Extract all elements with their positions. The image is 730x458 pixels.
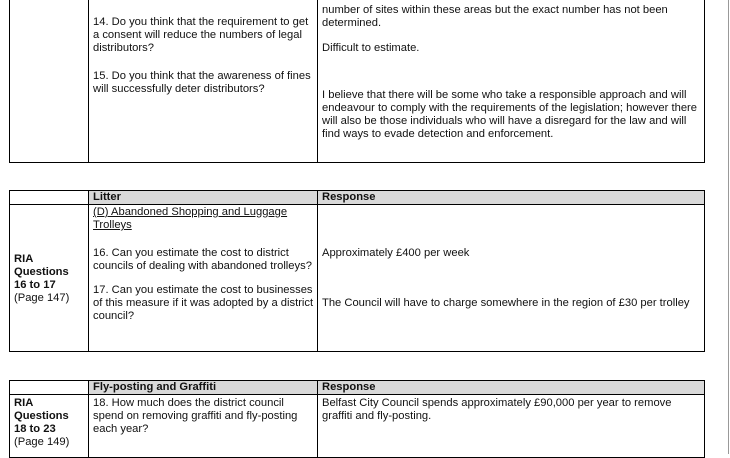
table-row <box>10 0 705 163</box>
section-subheading: (D) Abandoned Shopping and Luggage Trolleys <box>93 206 288 231</box>
ria-label-line3: 18 to 23 <box>14 423 56 435</box>
ria-label-page: (Page 147) <box>14 291 70 304</box>
ria-label-line2: Questions <box>14 265 69 278</box>
response-continuation: number of sites within these areas but the exact number has not been determined. <box>322 4 668 29</box>
ria-label-line2: Questions <box>14 410 69 422</box>
table-row <box>10 395 705 458</box>
ria-label-line3: 16 to 17 <box>14 278 56 291</box>
flyposting-table <box>9 380 705 458</box>
question-cell <box>89 205 318 352</box>
question-cell <box>89 395 318 458</box>
question-16: 16. Can you estimate the cost to district councils of dealing with abandoned trolleys? <box>93 247 312 272</box>
header-response: Response <box>318 381 705 395</box>
response-cell <box>318 0 705 163</box>
table-header-row <box>10 191 705 205</box>
response-18: Belfast City Council spends approximately £90,000 per year to remove graffiti and fly-posting. <box>322 397 672 422</box>
question-15: 15. Do you think that the awareness of fines will successfully deter distributors? <box>93 70 311 95</box>
ria-label-line1: RIA <box>14 252 34 265</box>
header-response: Response <box>318 191 705 205</box>
header-topic: Litter <box>89 191 318 205</box>
litter-table <box>9 190 705 352</box>
ria-label-page: (Page 149) <box>14 436 70 448</box>
ria-label-line1: RIA <box>14 397 34 409</box>
question-17: 17. Can you estimate the cost to businesses of this measure if it was adopted by a district council? <box>93 284 314 322</box>
response-17: The Council will have to charge somewhere in the region of £30 per trolley <box>322 297 690 309</box>
table-header-row <box>10 381 705 395</box>
header-topic: Fly-posting and Graffiti <box>89 381 318 395</box>
header-blank <box>10 191 89 205</box>
question-cell <box>89 0 318 163</box>
top-table <box>9 0 705 163</box>
ria-label <box>10 205 89 352</box>
ria-label <box>10 395 89 458</box>
response-cell <box>318 395 705 458</box>
label-cell <box>10 0 89 163</box>
question-14: 14. Do you think that the requirement to get a consent will reduce the numbers of legal distributors? <box>93 16 309 54</box>
table-row <box>10 205 705 352</box>
question-18: 18. How much does the district council spend on removing graffiti and fly-posting each year? <box>93 397 298 435</box>
response-cell <box>318 205 705 352</box>
response-14: Difficult to estimate. <box>322 42 420 54</box>
response-15: I believe that there will be some who take a responsible approach and will endeavour to comply with the requirements of the legislation; however there will also be those individuals who will have a disregard for the law and will find ways to evade detection and enforcement. <box>322 89 697 140</box>
header-blank <box>10 381 89 395</box>
page-edge-line <box>728 0 729 454</box>
response-16: Approximately £400 per week <box>322 247 470 259</box>
